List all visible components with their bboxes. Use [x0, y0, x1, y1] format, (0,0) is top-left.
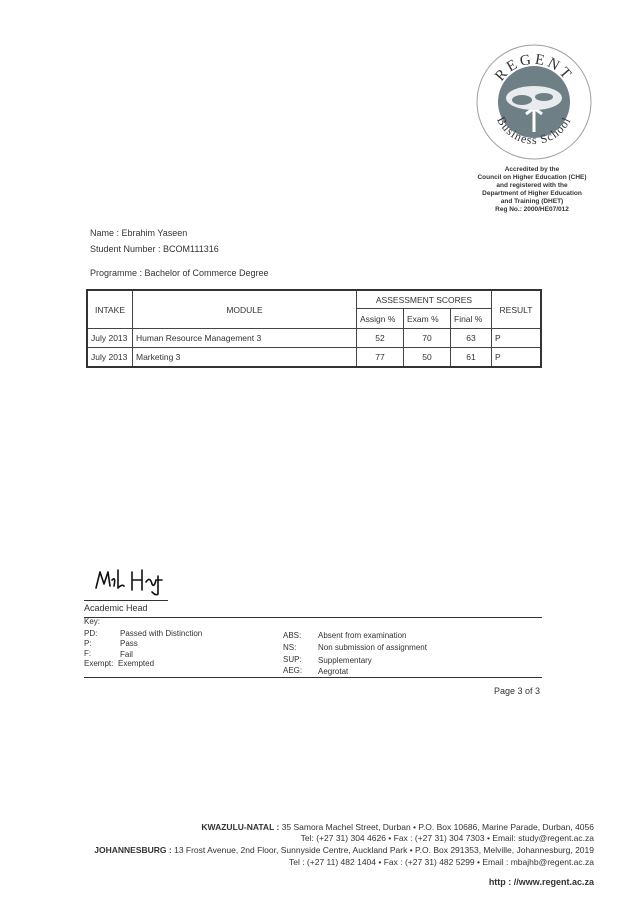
jhb-label: JOHANNESBURG : [94, 845, 172, 855]
result-cell: P [492, 348, 542, 368]
assign-cell: 52 [357, 329, 404, 348]
key-top-rule [84, 617, 542, 618]
assessment-header: ASSESSMENT SCORES [357, 290, 492, 309]
intake-cell: July 2013 [87, 348, 133, 368]
module-header: MODULE [133, 290, 357, 329]
jhb-address: 13 Frost Avenue, 2nd Floor, Sunnyside Centre, Auckland Park • P.O. Box 291353, Melville, Johannesburg, 2019 [174, 845, 594, 855]
key-code: NS: [283, 643, 297, 652]
result-cell: P [492, 329, 542, 348]
accreditation-line: and registered with the [496, 182, 568, 189]
accreditation-line: and Training (DHET) [500, 198, 564, 205]
accreditation-block [462, 166, 602, 214]
table-row [87, 329, 541, 348]
key-title: Key: [84, 617, 101, 626]
accreditation-line: Accredited by the [504, 166, 560, 173]
assign-header: Assign % [357, 309, 404, 329]
key-code: P: [84, 639, 92, 648]
final-cell: 61 [451, 348, 492, 368]
final-cell: 63 [451, 329, 492, 348]
key-meaning: Fail [120, 650, 133, 659]
accreditation-line: Department of Higher Education [482, 190, 582, 197]
page-number: Page 3 of 3 [494, 686, 541, 696]
key-meaning: Supplementary [318, 656, 372, 665]
module-cell: Human Resource Management 3 [133, 329, 357, 348]
key-bottom-rule [84, 677, 542, 678]
key-code: F: [84, 649, 92, 658]
result-header: RESULT [492, 290, 542, 329]
website-link[interactable]: http : //www.regent.ac.za [488, 877, 594, 887]
module-cell: Marketing 3 [133, 348, 357, 368]
key-meaning: Aegrotat [318, 667, 349, 676]
kzn-address: 35 Samora Machel Street, Durban • P.O. Box 10686, Marine Parade, Durban, 4056 [281, 822, 594, 832]
key-meaning: Pass [120, 639, 138, 648]
key-code: AEG: [283, 666, 303, 675]
student-number: Student Number : BCOM111316 [90, 244, 219, 254]
exam-cell: 50 [404, 348, 451, 368]
accreditation-line: Reg No.: 2000/HE07/012 [495, 206, 569, 213]
exam-cell: 70 [404, 329, 451, 348]
table-row [87, 348, 541, 368]
logo-top-text: REGENT [492, 51, 576, 85]
kzn-contact: Tel: (+27 31) 304 4626 • Fax : (+27 31) 304 7303 • Email: study@regent.ac.za [300, 833, 594, 843]
key-code: Exempt: [84, 659, 114, 668]
intake-header: INTAKE [87, 290, 133, 329]
regent-logo [474, 42, 594, 162]
results-table [86, 289, 542, 368]
key-code: ABS: [283, 631, 302, 640]
footer-jhb-line [94, 845, 594, 855]
key-code: SUP: [283, 655, 302, 664]
key-meaning: Exempted [118, 659, 155, 668]
key-meaning: Non submission of assignment [318, 643, 427, 652]
key-meaning: Passed with Distinction [120, 629, 203, 638]
key-meaning: Absent from examination [318, 631, 407, 640]
accreditation-line: Council on Higher Education (CHE) [477, 174, 587, 181]
jhb-contact: Tel : (+27 11) 482 1404 • Fax : (+27 31) 482 5299 • Email : mbajhb@regent.ac.za [288, 857, 594, 867]
academic-head-label: Academic Head [84, 603, 148, 613]
signature-image [92, 566, 172, 596]
final-header: Final % [451, 309, 492, 329]
signature-line [84, 600, 168, 601]
key-code: PD: [84, 629, 98, 638]
student-name: Name : Ebrahim Yaseen [90, 228, 188, 238]
kzn-label: KWAZULU-NATAL : [201, 822, 280, 832]
exam-header: Exam % [404, 309, 451, 329]
programme: Programme : Bachelor of Commerce Degree [90, 268, 269, 278]
footer-kzn-line [201, 822, 594, 832]
intake-cell: July 2013 [87, 329, 133, 348]
assign-cell: 77 [357, 348, 404, 368]
logo-bottom-text: Business School [494, 114, 574, 148]
